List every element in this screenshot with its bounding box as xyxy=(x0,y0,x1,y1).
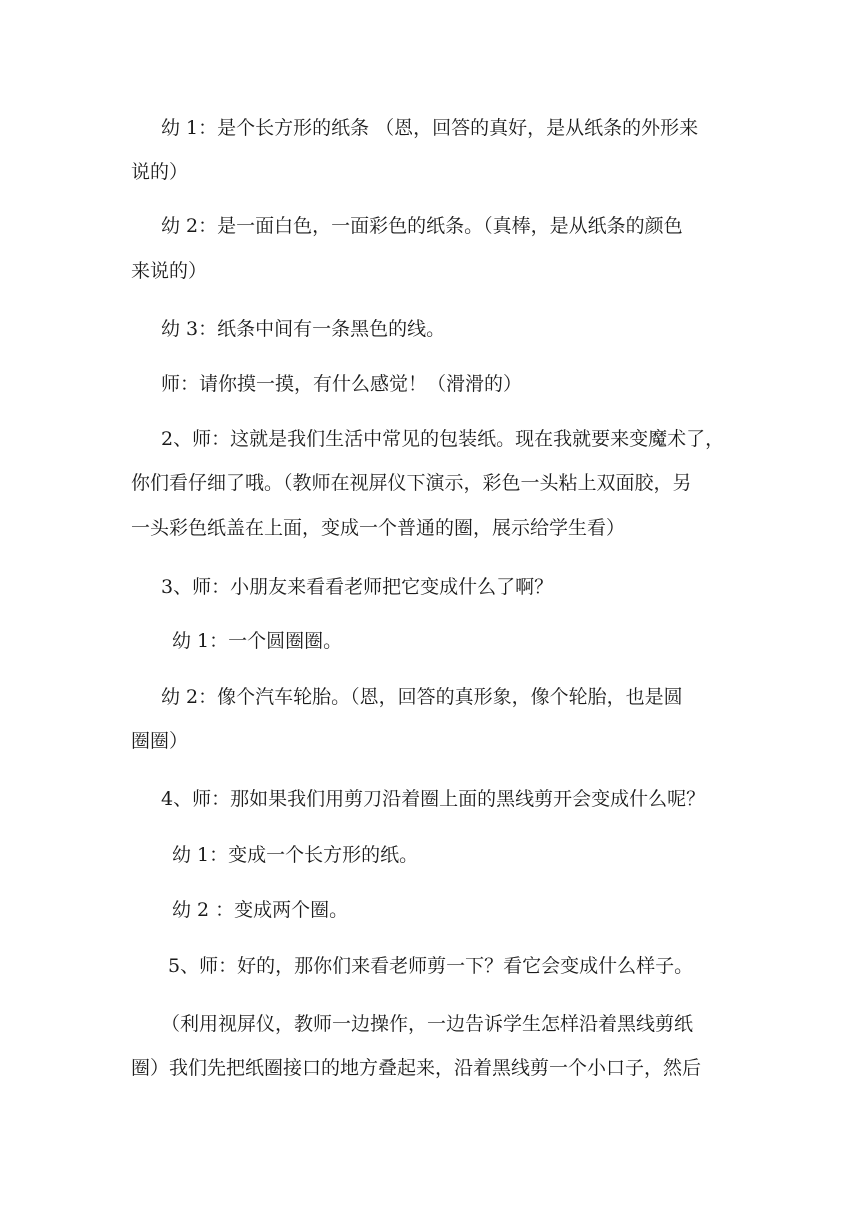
text-line: 你们看仔细了哦。（教师在视屏仪下演示，彩色一头粘上双面胶，另 xyxy=(131,472,692,494)
text-line: 3、师：小朋友来看看老师把它变成什么了啊？ xyxy=(161,576,554,598)
text-line: 一头彩色纸盖在上面，变成一个普通的圈，展示给学生看） xyxy=(131,517,626,539)
text-line: （利用视屏仪，教师一边操作，一边告诉学生怎样沿着黑线剪纸 xyxy=(161,1013,694,1035)
text-line: 说的） xyxy=(131,161,189,183)
text-line: 幼 2：是一面白色，一面彩色的纸条。（真棒，是从纸条的颜色 xyxy=(161,215,683,237)
text-line: 幼 1：变成一个长方形的纸。 xyxy=(172,844,419,866)
text-line: 幼 1：一个圆圈圈。 xyxy=(172,630,343,652)
text-line: 5、师：好的，那你们来看老师剪一下？看它会变成什么样子。 xyxy=(168,955,694,977)
text-line: 圈圈） xyxy=(131,730,189,752)
text-line: 4、师：那如果我们用剪刀沿着圈上面的黑线剪开会变成什么呢？ xyxy=(161,788,706,810)
text-line: 幼 2 ：变成两个圈。 xyxy=(172,899,349,921)
text-line: 来说的） xyxy=(131,260,208,282)
text-line: 师：请你摸一摸，有什么感觉！（滑滑的） xyxy=(161,373,523,395)
text-line: 幼 3：纸条中间有一条黑色的线。 xyxy=(161,318,446,340)
text-line: 圈）我们先把纸圈接口的地方叠起来，沿着黑线剪一个小口子，然后 xyxy=(131,1057,702,1079)
text-line: 幼 1：是个长方形的纸条 （恩，回答的真好，是从纸条的外形来 xyxy=(161,117,699,139)
text-line: 2、师：这就是我们生活中常见的包装纸。现在我就要来变魔术了， xyxy=(161,428,725,450)
text-line: 幼 2：像个汽车轮胎。（恩，回答的真形象，像个轮胎，也是圆 xyxy=(161,686,683,708)
